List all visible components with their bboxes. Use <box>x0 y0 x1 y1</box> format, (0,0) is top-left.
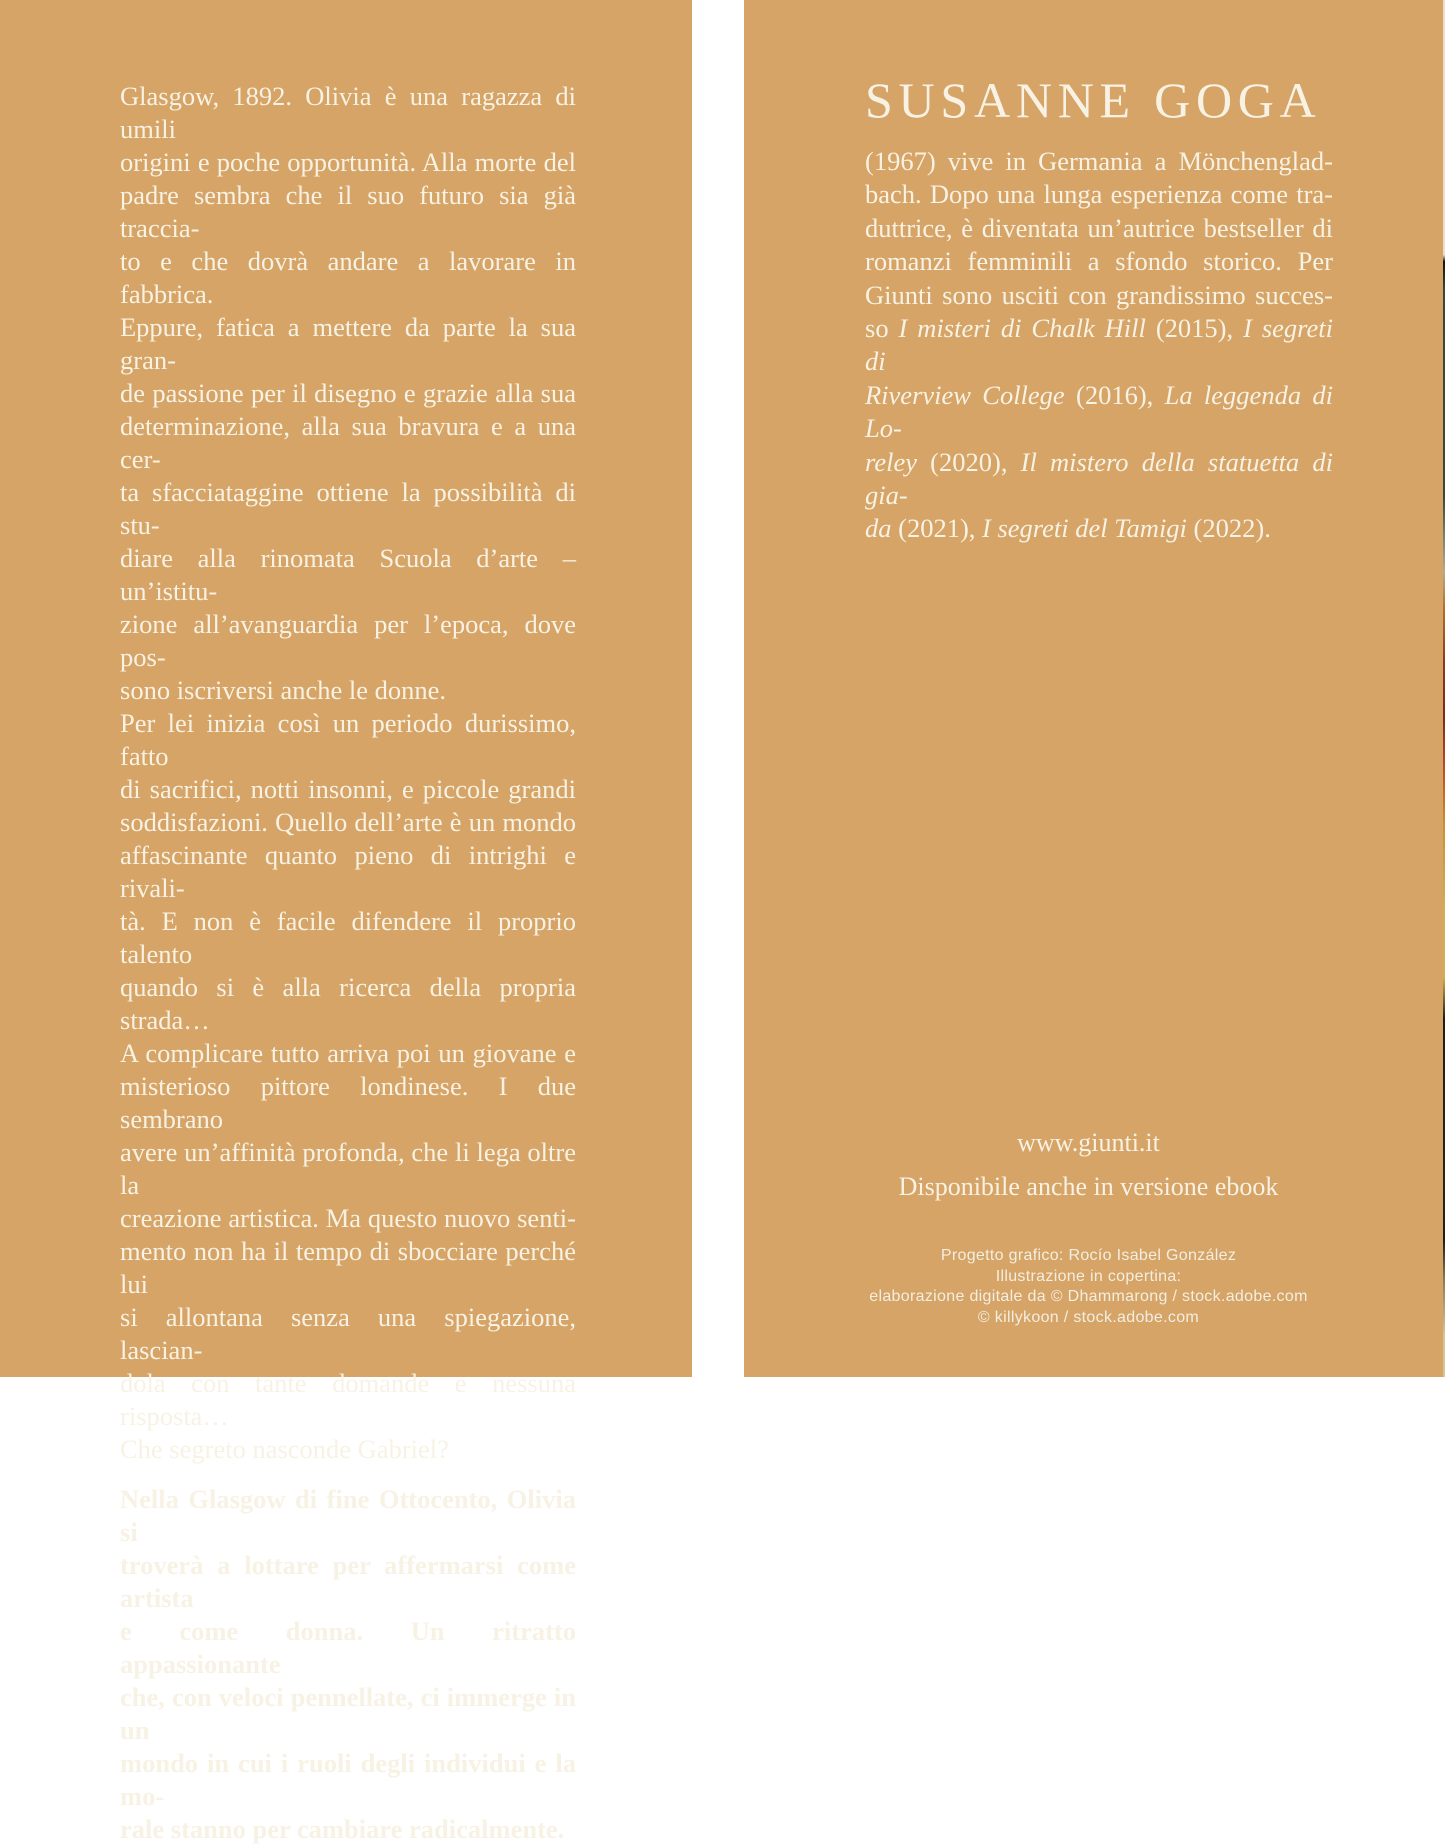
text-line: romanzi femminili a sfondo storico. Per <box>865 246 1333 277</box>
text-line: e come donna. Un ritratto appassionante <box>120 1616 576 1679</box>
left-flap <box>0 0 692 1844</box>
text-line: to e che dovrà andare a lavorare in fabbrica. <box>120 246 576 309</box>
text-line: Per lei inizia così un periodo durissimo, fatto <box>120 708 576 771</box>
text-line: da (2021), I segreti del Tamigi (2022). <box>865 513 1271 544</box>
text-line: creazione artistica. Ma questo nuovo senti- <box>120 1203 576 1233</box>
text-line: A complicare tutto arriva poi un giovane e <box>120 1038 576 1068</box>
text-line: Illustrazione in copertina: <box>995 1267 1182 1285</box>
text-line: dola con tante domande e nessuna risposta… <box>120 1368 576 1431</box>
text-line: de passione per il disegno e grazie alla sua <box>120 378 576 408</box>
text-line: rale stanno per cambiare radicalmente. <box>120 1814 565 1844</box>
text-line: reley (2020), Il mistero della statuetta di gia- <box>865 446 1333 511</box>
text-line: Glasgow, 1892. Olivia è una ragazza di umili <box>120 81 576 144</box>
text-line: di sacrifici, notti insonni, e piccole grandi <box>120 774 576 804</box>
text-line: origini e poche opportunità. Alla morte del <box>120 147 576 177</box>
text-line: Che segreto nasconde Gabriel? <box>120 1434 449 1464</box>
synopsis-paragraph-2 <box>120 707 576 1466</box>
author-name: SUSANNE GOGA <box>865 72 1322 128</box>
publisher-website: www.giunti.it <box>1017 1128 1160 1157</box>
author-bio <box>865 145 1333 546</box>
right-flap <box>744 0 1443 1377</box>
text-line: affascinante quanto pieno di intrighi e rivali- <box>120 840 576 903</box>
text-line: mento non ha il tempo di sbocciare perché lui <box>120 1236 576 1299</box>
text-line: che, con veloci pennellate, ci immerge in un <box>120 1682 576 1745</box>
text-line: sono iscriversi anche le donne. <box>120 675 446 705</box>
text-line: misterioso pittore londinese. I due sembrano <box>120 1071 576 1134</box>
highlight-paragraph <box>120 1483 576 1846</box>
text-line: © killykoon / stock.adobe.com <box>977 1308 1200 1326</box>
text-line: si allontana senza una spiegazione, lascian- <box>120 1302 576 1365</box>
synopsis-paragraph-1 <box>120 80 576 707</box>
text-line: mondo in cui i ruoli degli individui e la mo- <box>120 1748 576 1811</box>
text-line: so I misteri di Chalk Hill (2015), I segreti di <box>865 313 1333 377</box>
text-line: tà. E non è facile difendere il proprio talento <box>120 906 576 969</box>
text-line: Giunti sono usciti con grandissimo succes- <box>865 279 1333 310</box>
text-line: Riverview College (2016), La leggenda di Lo- <box>865 379 1333 444</box>
text-line: zione all’avanguardia per l’epoca, dove pos- <box>120 609 576 672</box>
text-line: padre sembra che il suo futuro sia già traccia- <box>120 180 576 243</box>
text-line: duttrice, è diventata un’autrice bestseller di <box>865 212 1333 243</box>
text-line: elaborazione digitale da © Dhammarong / stock.adobe.com <box>869 1288 1308 1305</box>
text-line: ta sfacciataggine ottiene la possibilità di stu- <box>120 477 576 540</box>
text-line: Eppure, fatica a mettere da parte la sua gran- <box>120 312 576 375</box>
text-line: Progetto grafico: Rocío Isabel González <box>940 1247 1237 1264</box>
text-line: quando si è alla ricerca della propria strada… <box>120 972 576 1035</box>
synopsis-text <box>120 80 576 1846</box>
text-line: Nella Glasgow di fine Ottocento, Olivia si <box>120 1484 576 1547</box>
design-credits <box>744 1246 1433 1328</box>
text-line: soddisfazioni. Quello dell’arte è un mondo <box>120 807 576 837</box>
text-line: (1967) vive in Germania a Mönchenglad- <box>865 146 1333 176</box>
text-line: diare alla rinomata Scuola d’arte – un’istitu- <box>120 543 576 606</box>
text-line: bach. Dopo una lunga esperienza come tra- <box>865 179 1333 210</box>
text-line: troverà a lottare per affermarsi come artista <box>120 1550 576 1613</box>
text-line: determinazione, alla sua bravura e a una cer- <box>120 411 576 474</box>
ebook-availability-note: Disponibile anche in versione ebook <box>898 1172 1279 1201</box>
text-line: avere un’affinità profonda, che li lega oltre la <box>120 1137 576 1200</box>
